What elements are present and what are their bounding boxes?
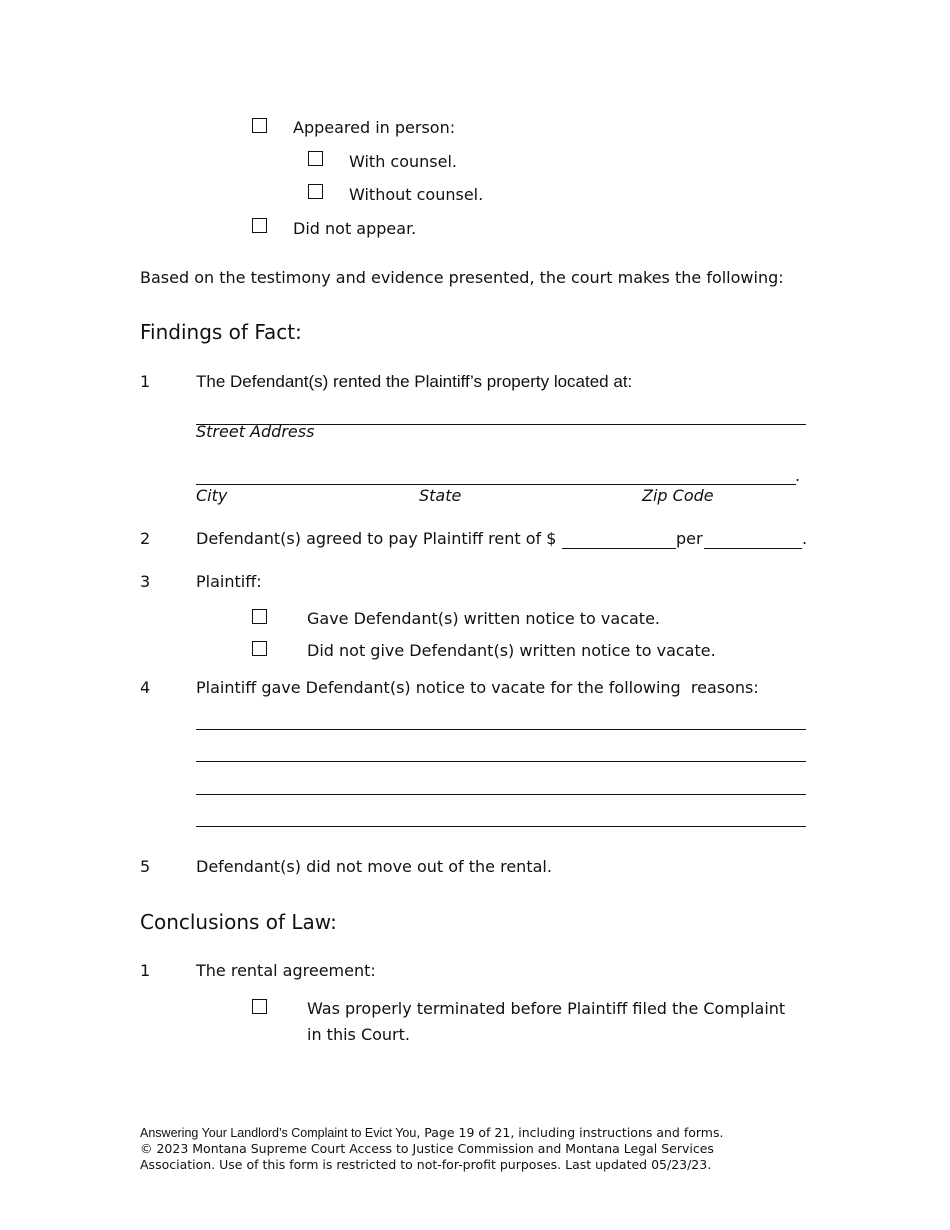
- rent-period-line[interactable]: [704, 548, 802, 549]
- conclusion-1-number: 1: [140, 961, 151, 980]
- with-counsel-checkbox[interactable]: [308, 151, 323, 166]
- city-label: City: [196, 486, 228, 505]
- intro-text: Based on the testimony and evidence presented, the court makes the following:: [140, 268, 784, 287]
- did-not-appear-label: Did not appear.: [293, 219, 417, 238]
- footer-line-3: Association. Use of this form is restricted to not-for-profit purposes. Last updated 05/23/23.: [140, 1157, 712, 1172]
- reasons-line-4[interactable]: [196, 826, 806, 827]
- finding-5-number: 5: [140, 857, 151, 876]
- rent-amount-line[interactable]: [562, 548, 676, 549]
- did-not-give-notice-label: Did not give Defendant(s) written notice to vacate.: [307, 641, 716, 660]
- with-counsel-label: With counsel.: [349, 152, 457, 171]
- footer-line-1: [140, 1125, 723, 1141]
- finding-4-text: Plaintiff gave Defendant(s) notice to vacate for the following reasons:: [196, 678, 759, 697]
- reasons-line-3[interactable]: [196, 794, 806, 795]
- finding-2-number: 2: [140, 529, 151, 548]
- rent-per-text: per: [676, 529, 703, 548]
- did-not-give-notice-checkbox[interactable]: [252, 641, 267, 656]
- finding-4-number: 4: [140, 678, 151, 697]
- findings-heading: Findings of Fact:: [140, 320, 302, 344]
- rent-period-dot: .: [802, 529, 808, 548]
- footer-line-2: © 2023 Montana Supreme Court Access to Justice Commission and Montana Legal Services: [140, 1141, 714, 1156]
- did-not-appear-checkbox[interactable]: [252, 218, 267, 233]
- finding-3-text: Plaintiff:: [196, 572, 262, 591]
- properly-terminated-checkbox[interactable]: [252, 999, 267, 1014]
- street-address-label: Street Address: [196, 422, 315, 441]
- conclusion-1-text: The rental agreement:: [196, 961, 376, 980]
- city-line-period: .: [795, 466, 801, 485]
- finding-1-number: 1: [140, 372, 151, 391]
- zip-code-label: Zip Code: [642, 486, 714, 505]
- properly-terminated-label-line2: in this Court.: [307, 1025, 410, 1044]
- without-counsel-label: Without counsel.: [349, 185, 484, 204]
- reasons-line-1[interactable]: [196, 729, 806, 730]
- gave-notice-label: Gave Defendant(s) written notice to vacate.: [307, 609, 660, 628]
- finding-2-text: Defendant(s) agreed to pay Plaintiff rent of $: [196, 529, 557, 548]
- footer-doc-title: Answering Your Landlord’s Complaint to Evict You: [140, 1126, 417, 1140]
- finding-1-text: The Defendant(s) rented the Plaintiff’s property located at:: [196, 372, 633, 391]
- gave-notice-checkbox[interactable]: [252, 609, 267, 624]
- finding-3-number: 3: [140, 572, 151, 591]
- footer-page-info: , Page 19 of 21, including instructions and forms.: [416, 1125, 724, 1140]
- without-counsel-checkbox[interactable]: [308, 184, 323, 199]
- reasons-line-2[interactable]: [196, 761, 806, 762]
- finding-5-text: Defendant(s) did not move out of the rental.: [196, 857, 552, 876]
- conclusions-heading: Conclusions of Law:: [140, 910, 337, 934]
- appeared-in-person-checkbox[interactable]: [252, 118, 267, 133]
- city-state-zip-line[interactable]: [196, 484, 796, 485]
- properly-terminated-label-line1: Was properly terminated before Plaintiff filed the Complaint: [307, 999, 786, 1018]
- appeared-in-person-label: Appeared in person:: [293, 118, 456, 137]
- state-label: State: [419, 486, 462, 505]
